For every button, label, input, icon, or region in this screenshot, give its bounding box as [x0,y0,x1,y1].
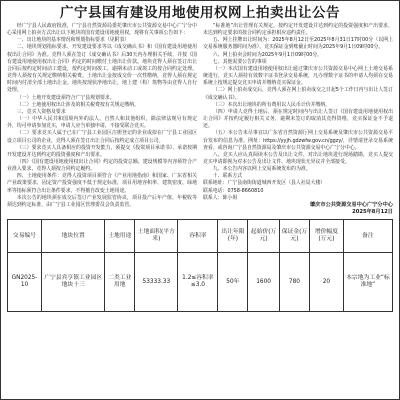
table-header-cell: 土地用途 [105,220,135,253]
table-cell: 20 [310,253,344,312]
notice-paragraph: （一）中华人民共和国境内外的法人、自然人和其他组织，除法律法规另有规定外，均可申请参加竞买，申请人应当单独申请，不接受联合竞买。 [7,116,197,130]
notice-paragraph: （二）要求竞买人属于已在广宁县工业园区注册登记的企业或拟在广宁县工业园区设立项目公司的企业，竞得人须在签订出让合同后按约定成立项目公司。 [7,130,197,144]
table-header-cell: 备注 [343,220,392,253]
notice-paragraph: （三）要求竞买人具备相应的投资开发能力，须提交《投资项目承诺书》，承诺按期开发建设并达到约定的投资强度和产出要求。 [7,144,197,158]
notice-paragraph: （二）土地使用权出让涉及的相关税费按有关规定缴纳。 [16,101,140,108]
notice-paragraph: 经广宁县人民政府批准，广宁县自然资源局委托肇庆市公共资源交易中心广宁分中心采用网上拍卖方式出让以下地块的国有建设用地使用权，现将有关事项公告如下： [7,23,197,37]
table-header-cell: 保证金(万元) [279,220,309,253]
table-header-row [8,220,393,253]
table-row [8,253,393,312]
table-header-cell: 土地面积(平方米) [135,220,178,253]
notice-paragraph: 三、竞买人资格及要求 [16,108,66,115]
notice-paragraph: “标准地”出让管理有关规定，按约定开发建设并达到约定的投资强度和产出要求，未达到约定要求的按合同约定承担相应违约责任。 [203,23,393,37]
table-header-cell: 增价幅度(万元) [310,220,344,253]
notice-paragraph: 六、网上拍卖会时间为2025年9月1日09时00分。 [212,51,323,58]
table-header-cell: 起始价(万元) [248,220,279,253]
notice-paragraph: （三）本次出让地块的所有费用以人民币计价并缴纳。 [212,101,331,108]
notice-paragraph: 本次公告的地块须在成交后签订产业发展监管协议，项目投产后年产值、年税收等须达到约定标准，由广宁县工业园区管理委员会负责监管。 [7,194,197,208]
signature-date: 2025年8月12日 [352,209,393,216]
notice-right-column [203,23,393,216]
table-cell: 50年 [218,253,248,312]
notice-paragraph: 一、出让地块的基本情况和规划指标要求（见附表） [16,37,130,44]
notice-paragraph: （四）申请人竞得土地后，须在规定时间内与出让人签订《国有建设用地使用权出让合同》并按约定履行相关义务，逾期未签订的取消其竞得资格，竞买保证金不予退还。 [203,108,393,130]
table-cell: 1.2≤容积率≤3.0 [178,253,218,312]
table-cell: 二类工业用地 [105,253,135,312]
notice-paragraph: 二、地块规划指标要求、开发建设要求等以《成交确认书》和《国有建设用地使用权出让合同》为准。竞得人须在签订《成交确认书》后30天内办理相关手续，并按《国有建设用地使用权出让合同》约定的时间缴付土地出让价款。地块竞得人须在签订出让合同后按约定时间动工建设，按约定时间竣工，逾期未动工或竣工的按合同约定处理。竞得人须按有关规定缴纳相关税费。土地出让金按成交价一次性缴纳，竞得人须在规定时间内付清全部土地出让金。地块按现状净地出让，地上建（构）筑物等由竞得人自行处理。 [7,44,197,94]
notice-paragraph: （一）土地开发建设须符合广宁县规划要求。 [16,94,115,101]
notice-paragraph: 四、土地使用条件：竞得人投资项目须符合《产业用地指南》和国家、广东省相关产业政策要求，固定资产投资强度不低于规定标准，项目用地容积率、建筑密度、绿地率等指标须符合出让条件要求，不得擅自改变土地用途。 [7,173,197,194]
table-cell: 1600 [248,253,279,312]
notice-paragraph: 联系地址：广宁县南街街道城西开发区（县人社局大楼） [203,180,326,187]
notice-paragraph: 九、本公告内容以网上交易系统发布的为准。 [212,166,311,173]
notice-title: 广宁县国有建设用地使用权网上拍卖出让公告 [60,5,340,21]
notice-paragraph: （二）网上拍卖成交后，竞得人须在网上拍卖成交之日起5个工作日内与出让人签订《成交确认书》。 [203,87,393,101]
notice-left-column [7,23,197,216]
notice-paragraph: 七、其他需要公告的事项 [212,58,267,65]
table-cell: 本宗地为工业“标准地” [343,253,392,312]
notice-paragraph: （五）本公告未尽事宜以广东省自然资源厅网上交易系统及肇庆市公共资源交易平台发布的信息为准。网址：https://yyjh.gdzwfw.gov.cn/ggzy/，详情请登录交易系统查看，或咨询广宁县自然资源局及肇庆市公共资源交易中心广宁分中心。 [203,130,393,151]
table-cell: GN2025-10 [8,253,42,312]
table-cell: 780 [279,253,309,312]
notice-paragraph: 五、网上挂牌出让时间为：2025年8月12日至2025年8月31日17时00分（以网上交易系统服务器时间为准），竞买保证金到账截止时间为2025年9月1日09时00分。 [203,37,393,51]
table-cell: 53333.33 [135,253,178,312]
notice-paragraph: 八、竞买人应认真阅读本公告及出让文件，对出让地块进行现场踏勘，竞买人提交竞买申请即视为对本公告及出让文件、地块现状无异议并全部接受。 [203,151,393,165]
notice-paragraph: 十、联系方式 [212,173,243,180]
signature-org: 肇庆市公共资源交易中心广宁分中心 [309,201,393,208]
table-header-cell: 容积率 [178,220,218,253]
table-cell: 广宁县宾亨镇工业园区地块十三 [42,253,105,312]
table-header-cell: 出让年限(年) [218,220,248,253]
notice-paragraph: 联系人：陈小姐 [203,194,238,201]
parcel-table [7,219,393,312]
notice-body [7,23,393,216]
notice-paragraph: 联系电话：0758-8660810 [203,187,264,194]
notice-paragraph: （四）《国有建设用地使用权出让合同》约定的投资总额、建设规模等内容须符合产业准入要求，竞得人须按合同约定履约。 [7,158,197,173]
table-header-cell: 地块位置 [42,220,105,253]
table-header-cell: 交易编号 [8,220,42,253]
notice-paragraph: （一）本次国有建设用地使用权出让通过肇庆市公共资源交易中心网上土地交易系统进行，竞买人须持有效数字证书登录交易系统，凡办理数字证书的申请人均须在交易系统上按规定提交竞买申请并缴纳竞买保证金。 [203,65,393,87]
